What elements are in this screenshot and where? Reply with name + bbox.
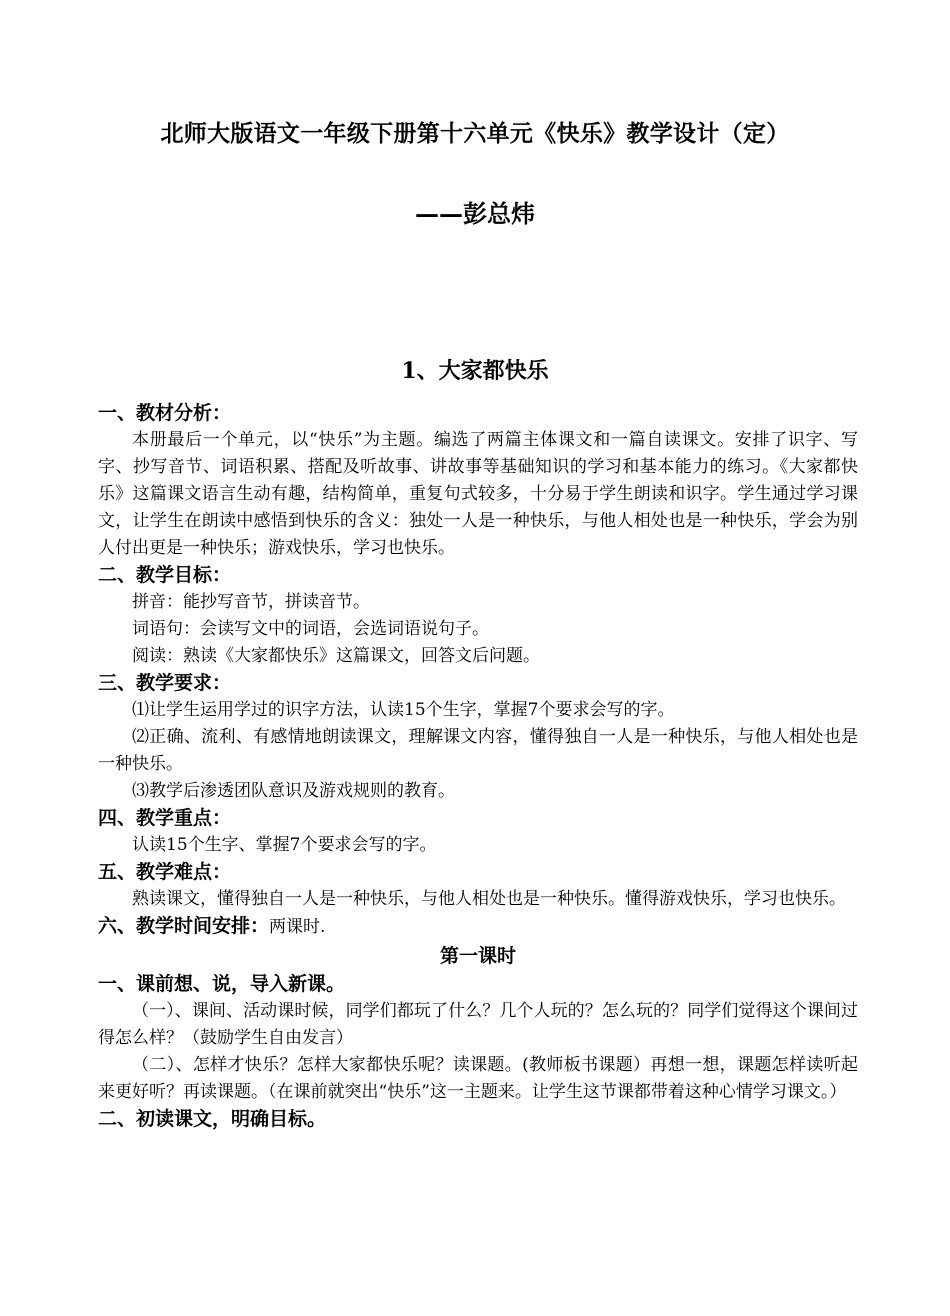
goal-reading: 阅读：熟读《大家都快乐》这篇课文，回答文后问题。 [132, 646, 540, 666]
section-heading-difficulties: 五、教学难点： [98, 861, 232, 883]
document-title: 北师大版语文一年级下册第十六单元《快乐》教学设计（定） [160, 120, 790, 147]
key-point-text: 认读15个生字、掌握7个要求会写的字。 [132, 835, 437, 855]
section-heading-time-arrangement [98, 913, 858, 941]
step-intro-paragraph-1: （一）、课间、活动课时候，同学们都玩了什么？几个人玩的？怎么玩的？同学们觉得这个课间过得怎么样？（鼓励学生自由发言） [98, 1001, 858, 1048]
section-heading-textbook-analysis: 一、教材分析： [98, 402, 232, 424]
time-arrangement-value: 两课时. [269, 917, 326, 937]
difficulty-text: 熟读课文，懂得独自一人是一种快乐，与他人相处也是一种快乐。懂得游戏快乐，学习也快乐。 [132, 889, 846, 909]
lesson-title: 1、大家都快乐 [401, 358, 549, 384]
goal-words: 词语句：会读写文中的词语，会选词语说句子。 [132, 619, 489, 639]
goal-pinyin: 拼音：能抄写音节，拼读音节。 [132, 592, 370, 612]
time-arrangement-label: 六、教学时间安排： [98, 915, 270, 937]
section-heading-key-points: 四、教学重点： [98, 807, 232, 829]
period-title: 第一课时 [439, 945, 516, 967]
requirement-1: ⑴让学生运用学过的识字方法，认读15个生字，掌握7个要求会写的字。 [132, 700, 675, 720]
section-heading-teaching-requirements: 三、教学要求： [98, 672, 232, 694]
author-line: ——彭总炜 [415, 199, 535, 228]
section-heading-teaching-goals: 二、教学目标： [98, 564, 232, 586]
requirement-2: ⑵正确、流利、有感情地朗读课文，理解课文内容，懂得独自一人是一种快乐，与他人相处也是一种快乐。 [98, 727, 858, 774]
step-heading-intro: 一、课前想、说，导入新课。 [98, 973, 346, 995]
step-heading-first-reading: 二、初读课文，明确目标。 [98, 1108, 327, 1130]
paragraph-textbook-analysis: 本册最后一个单元，以“快乐”为主题。编选了两篇主体课文和一篇自读课文。安排了识字、写字、抄写音节、词语积累、搭配及听故事、讲故事等基础知识的学习和基本能力的练习。《大家都快乐》这篇课文语言生动有趣，结构简单，重复句式较多，十分易于学生朗读和识字。学生通过学习课文，让学生在朗读中感悟到快乐的含义：独处一人是一种快乐，与他人相处也是一种快乐，学会为别人付出更是一种快乐；游戏快乐，学习也快乐。 [98, 430, 858, 558]
document-body [98, 400, 858, 1133]
step-intro-paragraph-2: （二）、怎样才快乐？怎样大家都快乐呢？读课题。(教师板书课题）再想一想，课题怎样读听起来更好听？再读课题。（在课前就突出“快乐”这一主题来。让学生这节课都带着这种心情学习课文。） [98, 1055, 858, 1102]
requirement-3: ⑶教学后渗透团队意识及游戏规则的教育。 [132, 781, 455, 801]
